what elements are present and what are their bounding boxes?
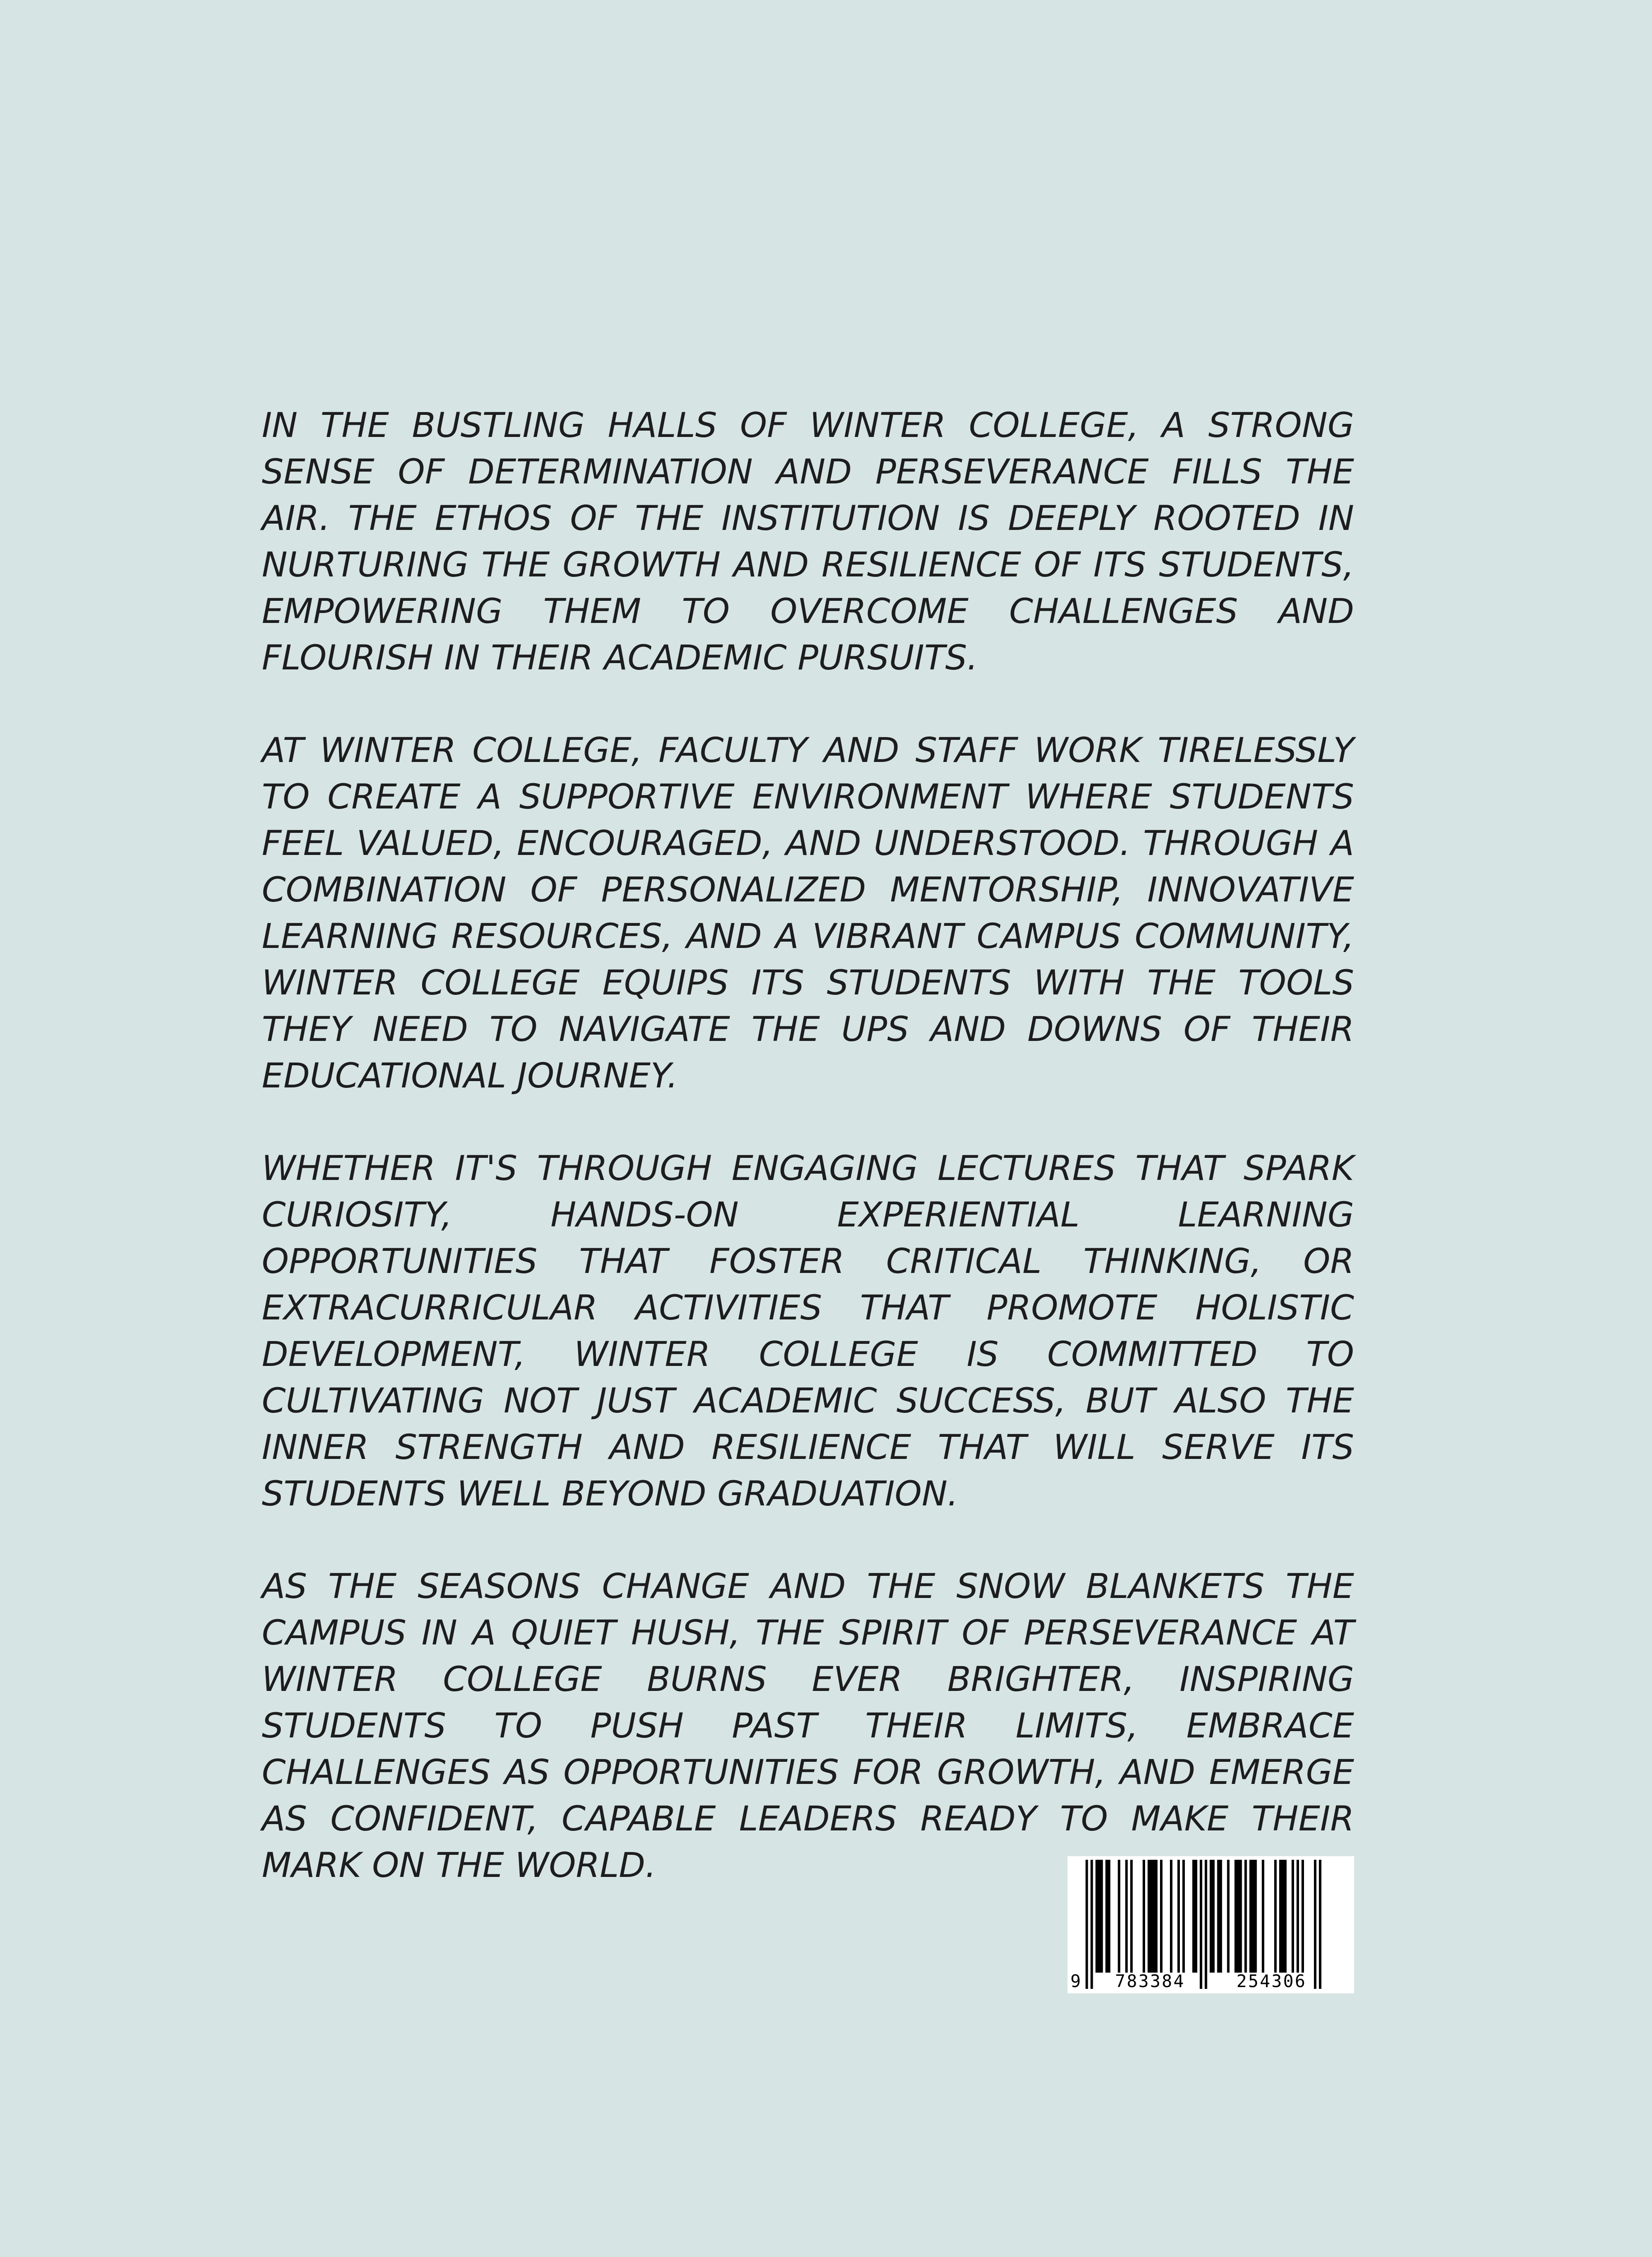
barcode-bar [1098, 1860, 1101, 1973]
barcode-bar [1284, 1860, 1287, 1973]
barcode-bar [1153, 1860, 1155, 1973]
barcode-bar [1143, 1860, 1146, 1973]
barcode-bar [1262, 1860, 1265, 1973]
barcode-bar [1170, 1860, 1173, 1973]
barcode-bar [1274, 1860, 1277, 1973]
barcode-bar [1212, 1860, 1215, 1973]
barcode-bar [1125, 1860, 1128, 1973]
barcode-lead-digit: 9 [1070, 1971, 1081, 1991]
barcode-bar [1319, 1860, 1322, 1989]
barcode-bar [1252, 1860, 1255, 1973]
barcode-bar [1210, 1860, 1212, 1973]
barcode-bar [1108, 1860, 1111, 1973]
barcode-bar [1105, 1860, 1108, 1973]
barcode-bar [1279, 1860, 1282, 1973]
barcode-bar [1234, 1860, 1237, 1973]
blurb-text [262, 402, 1354, 1888]
barcode-bar [1249, 1860, 1252, 1973]
barcode-bar [1244, 1860, 1247, 1973]
barcode-bar [1237, 1860, 1240, 1973]
barcode-bar [1217, 1860, 1220, 1973]
barcode-left-digits: 783384 [1115, 1971, 1185, 1991]
barcode-bar [1239, 1860, 1242, 1973]
barcode-bar [1292, 1860, 1295, 1973]
barcode-bar [1091, 1860, 1093, 1989]
barcode-bar [1314, 1860, 1317, 1989]
barcode-bar [1148, 1860, 1151, 1973]
barcode-bar [1100, 1860, 1103, 1973]
barcode-right-digits: 254306 [1236, 1971, 1307, 1991]
barcode-bar [1282, 1860, 1285, 1973]
blurb-paragraph-4: AS THE SEASONS CHANGE AND THE SNOW BLANKETS THE CAMPUS IN A QUIET HUSH, THE SPIRIT OF PERSEVERANCE AT WINTER COLLEGE BURNS EVER BRIGHTER, INSPIRING STUDENTS TO PUSH PAST THEIR LIMITS, EMBRACE CHALLENGES AS OPPORTUNITIES FOR GROWTH, AND EMERGE AS CONFIDENT, CAPABLE LEADERS READY TO MAKE THEIR MARK ON THE WORLD. [262, 1566, 1354, 1885]
barcode-bar [1095, 1860, 1098, 1973]
barcode-bar [1086, 1860, 1088, 1989]
barcode-bar [1178, 1860, 1180, 1973]
barcode-bar [1227, 1860, 1230, 1973]
barcode-bar [1254, 1860, 1257, 1973]
barcode-bar [1155, 1860, 1158, 1973]
barcode-bar [1200, 1860, 1202, 1989]
blurb-paragraph-3: WHETHER IT'S THROUGH ENGAGING LECTURES THAT SPARK CURIOSITY, HANDS-ON EXPERIENTIAL LEARNING OPPORTUNITIES THAT FOSTER CRITICAL THINKING, OR EXTRACURRICULAR ACTIVITIES THAT PROMOTE HOLISTIC DEVELOPMENT, WINTER COLLEGE IS COMMITTED TO CULTIVATING NOT JUST ACADEMIC SUCCESS, BUT ALSO THE INNER STRENGTH AND RESILIENCE THAT WILL SERVE ITS STUDENTS WELL BEYOND GRADUATION. [262, 1148, 1354, 1514]
barcode-bars [1086, 1860, 1322, 1989]
blurb-paragraph-2: AT WINTER COLLEGE, FACULTY AND STAFF WORK TIRELESSLY TO CREATE A SUPPORTIVE ENVIRONMENT WHERE STUDENTS FEEL VALUED, ENCOURAGED, AND UNDERSTOOD. THROUGH A COMBINATION OF PERSONALIZED MENTORSHIP, INNOVATIVE LEARNING RESOURCES, AND A VIBRANT CAMPUS COMMUNITY, WINTER COLLEGE EQUIPS ITS STUDENTS WITH THE TOOLS THEY NEED TO NAVIGATE THE UPS AND DOWNS OF THEIR EDUCATIONAL JOURNEY. [262, 730, 1354, 1096]
isbn-barcode [1067, 1856, 1354, 1993]
barcode-bar [1150, 1860, 1153, 1973]
barcode-bar [1130, 1860, 1133, 1973]
barcode-bar [1160, 1860, 1163, 1973]
barcode-graphic [1067, 1856, 1354, 1993]
barcode-bar [1195, 1860, 1197, 1973]
barcode-bar [1183, 1860, 1185, 1973]
barcode-bar [1193, 1860, 1195, 1973]
barcode-bar [1118, 1860, 1121, 1973]
barcode-bar [1302, 1860, 1304, 1973]
barcode-bar [1297, 1860, 1299, 1973]
blurb-paragraph-1: IN THE BUSTLING HALLS OF WINTER COLLEGE, A STRONG SENSE OF DETERMINATION AND PERSEVERANCE FILLS THE AIR. THE ETHOS OF THE INSTITUTION IS DEEPLY ROOTED IN NURTURING THE GROWTH AND RESILIENCE OF ITS STUDENTS, EMPOWERING THEM TO OVERCOME CHALLENGES AND FLOURISH IN THEIR ACADEMIC PURSUITS. [262, 405, 1354, 678]
barcode-bar [1220, 1860, 1222, 1973]
barcode-bar [1205, 1860, 1207, 1989]
